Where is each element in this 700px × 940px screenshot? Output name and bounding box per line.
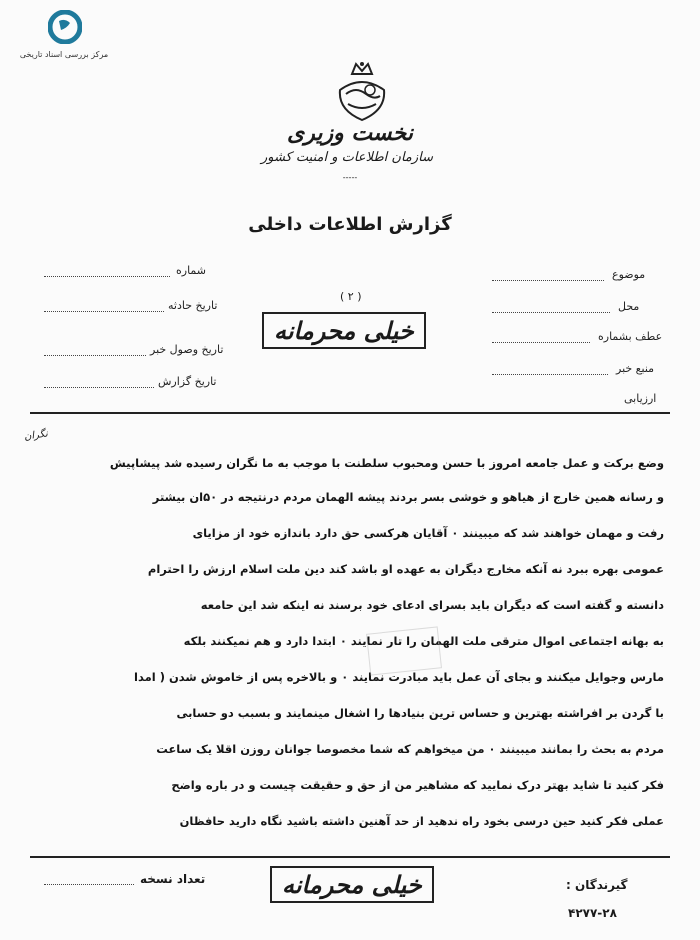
footer-classification-stamp: خیلی محرمانه	[270, 866, 434, 903]
footer-divider	[30, 856, 670, 858]
body-line: با گردن بر افراشته بهترین و حساس ترین بنیادها را اشغال مینمایند و بسبب دو حسابی	[176, 706, 664, 720]
event-date-label: تاریخ حادثه	[168, 299, 218, 312]
header-reference: -----	[342, 173, 358, 182]
recipients-label: گیرندگان :	[566, 878, 628, 892]
number-field-line	[44, 276, 170, 277]
body-line: وضع برکت و عمل جامعه امروز با حسن ومحبوب سلطنت با موجب به ما نگران رسیده شد پیشاپیش	[109, 456, 664, 470]
copy-number: ( ۲ )	[340, 290, 362, 303]
faint-ink-stamp	[366, 626, 442, 675]
body-line: به بهانه اجتماعی اموال مترقی ملت الهمان را تار نمایند ۰ ابتدا دارد و هم نمیکنند بلکه	[183, 634, 664, 648]
body-line: مردم به بحث را بمانند میبینند ۰ من میخواهم که شما مخصوصا جوانان روزن اقلا یک ساعت	[156, 742, 664, 756]
archive-watermark	[14, 10, 114, 68]
copies-line	[44, 884, 134, 885]
report-date-line	[44, 387, 154, 388]
source-label: منبع خبر	[616, 362, 655, 375]
body-line: دانسته و گفته است که دیگران باید بسرای ادعای خود برسند نه اینکه شد این حامعه	[200, 598, 664, 612]
body-line: عملی فکر کنید حین درسی بخود راه ندهید از حد آهنین داشته باشید نگاه دارید حافظان	[179, 814, 664, 828]
body-line: و رسانه همین خارج از هیاهو و خوشی بسر بردند پیشه الهمان مردم درنتیجه در ۵۰ان بیشتر	[152, 490, 664, 504]
subject-label: موضوع	[612, 268, 646, 281]
classification-stamp: خیلی محرمانه	[262, 312, 426, 349]
location-line	[492, 312, 610, 313]
margin-note: نگران	[23, 428, 49, 443]
evaluation-label: ارزیابی	[624, 392, 657, 405]
document-number: ۴۲۷۷-۲۸	[568, 906, 617, 920]
ministry-title: نخست وزیری	[287, 120, 413, 146]
watermark-text: مرکز بررسی اسناد تاریخی	[19, 50, 109, 59]
event-date-line	[44, 311, 164, 312]
location-label: محل	[618, 300, 640, 313]
attachment-label: عطف بشماره	[598, 330, 663, 343]
archive-logo-icon	[48, 10, 82, 44]
receipt-date-label: تاریخ وصول خبر	[150, 343, 224, 356]
header-divider	[30, 412, 670, 414]
attachment-line	[492, 342, 590, 343]
number-label: شماره	[176, 264, 207, 277]
body-line: فکر کنید تا شاید بهتر درک نمایید که مشاهیر من از حق و حقیقت چیست و در باره واضح	[171, 778, 664, 792]
receipt-date-line	[44, 355, 146, 356]
copies-label: تعداد نسخه	[140, 872, 206, 886]
report-date-label: تاریخ گزارش	[158, 375, 217, 388]
subject-line	[492, 280, 604, 281]
report-title: گزارش اطلاعات داخلی	[248, 214, 452, 235]
source-line	[492, 374, 608, 375]
body-line: مارس وجوایل میکنند و بجای آن عمل باید مبادرت نمایند ۰ و بالاخره پس از خاموش شدن ( امدا	[134, 670, 664, 684]
body-line: رفت و مهمان خواهند شد که میبینند ۰ آقایان هرکسی حق دارد باندازه خود از مزایای	[192, 526, 664, 540]
body-line: عمومی بهره ببرد نه آنکه مخارج دیگران به عهده او باشد کند دین ملت اسلام ارزش را احترام	[147, 562, 664, 576]
organization-name: سازمان اطلاعات و امنیت کشور	[260, 150, 434, 165]
